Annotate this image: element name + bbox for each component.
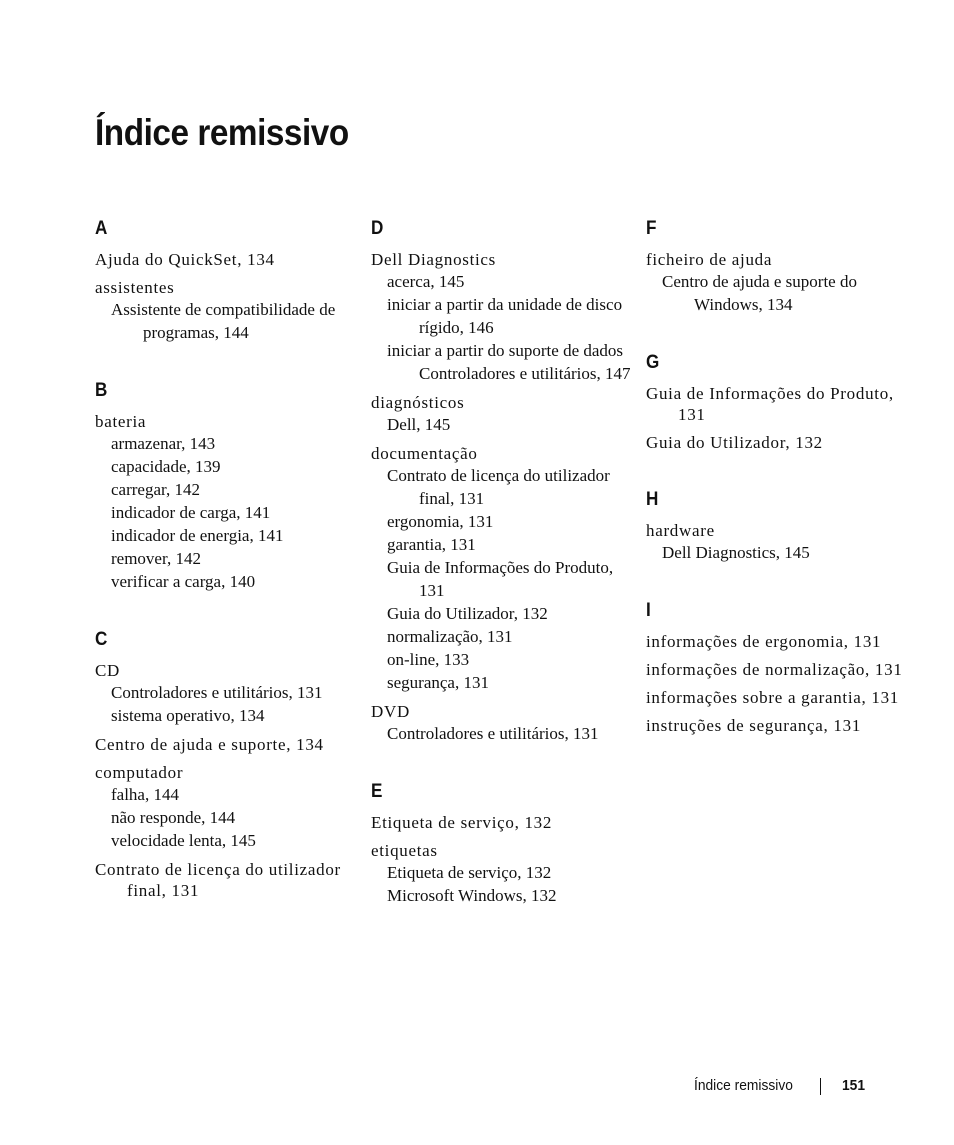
index-subentry: falha, 144: [111, 785, 179, 804]
index-entry: [646, 249, 906, 316]
index-section: [646, 489, 906, 564]
index-term: assistentes: [95, 278, 175, 297]
index-subentry: acerca, 145: [387, 272, 465, 291]
index-column-1: [95, 218, 355, 937]
index-term: computador: [95, 763, 184, 782]
index-entry: [95, 859, 355, 901]
section-letter: H: [646, 489, 659, 510]
index-subentry: Centro de ajuda e suporte do Windows, 134: [662, 272, 857, 314]
index-entry: [646, 715, 906, 736]
index-section: [646, 600, 906, 736]
section-letter: G: [646, 352, 660, 373]
index-entry: [95, 411, 355, 593]
page-title: Índice remissivo: [95, 112, 349, 153]
index-subentry: armazenar, 143: [111, 434, 216, 453]
section-letter: A: [95, 218, 108, 239]
index-subentry: capacidade, 139: [111, 457, 221, 476]
index-term: bateria: [95, 412, 147, 431]
index-term: informações sobre a garantia, 131: [646, 688, 899, 707]
index-entry: [646, 659, 906, 680]
index-entry: [95, 734, 355, 755]
index-section: [371, 781, 631, 907]
index-subentry: Controladores e utilitários, 131: [111, 683, 323, 702]
index-entry: [371, 840, 631, 907]
index-subentry: Assistente de compatibilidade de programas, 144: [111, 300, 336, 342]
index-term: DVD: [371, 702, 410, 721]
index-subentry: velocidade lenta, 145: [111, 831, 256, 850]
index-entry: [371, 392, 631, 436]
section-letter: D: [371, 218, 384, 239]
index-entry: [95, 762, 355, 852]
index-subentry: indicador de carga, 141: [111, 503, 271, 522]
section-letter: I: [646, 600, 651, 621]
index-term: documentação: [371, 444, 478, 463]
page-number: 151: [842, 1077, 866, 1094]
index-subentry: sistema operativo, 134: [111, 706, 265, 725]
index-subentry: Etiqueta de serviço, 132: [387, 863, 552, 882]
index-term: informações de ergonomia, 131: [646, 632, 882, 651]
index-subentry: Microsoft Windows, 132: [387, 886, 557, 905]
index-subentry: indicador de energia, 141: [111, 526, 284, 545]
index-section: [646, 218, 906, 316]
footer-divider: [820, 1078, 821, 1095]
index-term: instruções de segurança, 131: [646, 716, 862, 735]
index-column-3: [646, 218, 906, 772]
index-entry: [371, 443, 631, 694]
section-letter: C: [95, 629, 108, 650]
index-subentry: Dell Diagnostics, 145: [662, 543, 810, 562]
index-entry: [371, 812, 631, 833]
index-term: Etiqueta de serviço, 132: [371, 813, 553, 832]
index-term: Guia de Informações do Produto, 131: [646, 384, 894, 424]
index-section: [95, 629, 355, 901]
index-section: [95, 218, 355, 344]
index-subentry: Guia de Informações do Produto, 131: [387, 558, 614, 600]
index-entry: [646, 687, 906, 708]
section-letter: E: [371, 781, 383, 802]
index-subentry: iniciar a partir da unidade de disco rígido, 146: [387, 295, 623, 337]
index-subentry: carregar, 142: [111, 480, 200, 499]
index-entry: [646, 520, 906, 564]
index-term: Dell Diagnostics: [371, 250, 496, 269]
index-subentry: on-line, 133: [387, 650, 470, 669]
index-entry: [371, 249, 631, 385]
index-subentry: Guia do Utilizador, 132: [387, 604, 548, 623]
index-column-2: [371, 218, 631, 943]
index-entry: [646, 383, 906, 425]
section-letter: B: [95, 380, 108, 401]
index-subentry: Controladores e utilitários, 131: [387, 724, 599, 743]
index-term: Ajuda do QuickSet, 134: [95, 250, 275, 269]
index-term: CD: [95, 661, 121, 680]
section-letter: F: [646, 218, 657, 239]
index-subentry: segurança, 131: [387, 673, 489, 692]
footer-section-label: Índice remissivo: [694, 1077, 793, 1094]
index-entry: [95, 277, 355, 344]
index-section: [371, 218, 631, 745]
index-subentry: remover, 142: [111, 549, 201, 568]
index-subentry: Contrato de licença do utilizador final, 131: [387, 466, 610, 508]
index-subentry: iniciar a partir do suporte de dados Controladores e utilitários, 147: [387, 341, 631, 383]
index-term: Guia do Utilizador, 132: [646, 433, 823, 452]
index-term: Centro de ajuda e suporte, 134: [95, 735, 324, 754]
index-subentry: Dell, 145: [387, 415, 451, 434]
index-subentry: normalização, 131: [387, 627, 513, 646]
index-entry: [646, 432, 906, 453]
index-entry: [95, 660, 355, 727]
index-subentry: não responde, 144: [111, 808, 236, 827]
index-term: etiquetas: [371, 841, 438, 860]
index-term: diagnósticos: [371, 393, 465, 412]
index-section: [95, 380, 355, 593]
index-entry: [371, 701, 631, 745]
index-term: ficheiro de ajuda: [646, 250, 773, 269]
index-subentry: ergonomia, 131: [387, 512, 494, 531]
index-subentry: garantia, 131: [387, 535, 476, 554]
index-section: [646, 352, 906, 453]
index-entry: [95, 249, 355, 270]
index-term: informações de normalização, 131: [646, 660, 903, 679]
index-term: hardware: [646, 521, 715, 540]
index-subentry: verificar a carga, 140: [111, 572, 256, 591]
index-term: Contrato de licença do utilizador final, 131: [95, 860, 341, 900]
index-entry: [646, 631, 906, 652]
